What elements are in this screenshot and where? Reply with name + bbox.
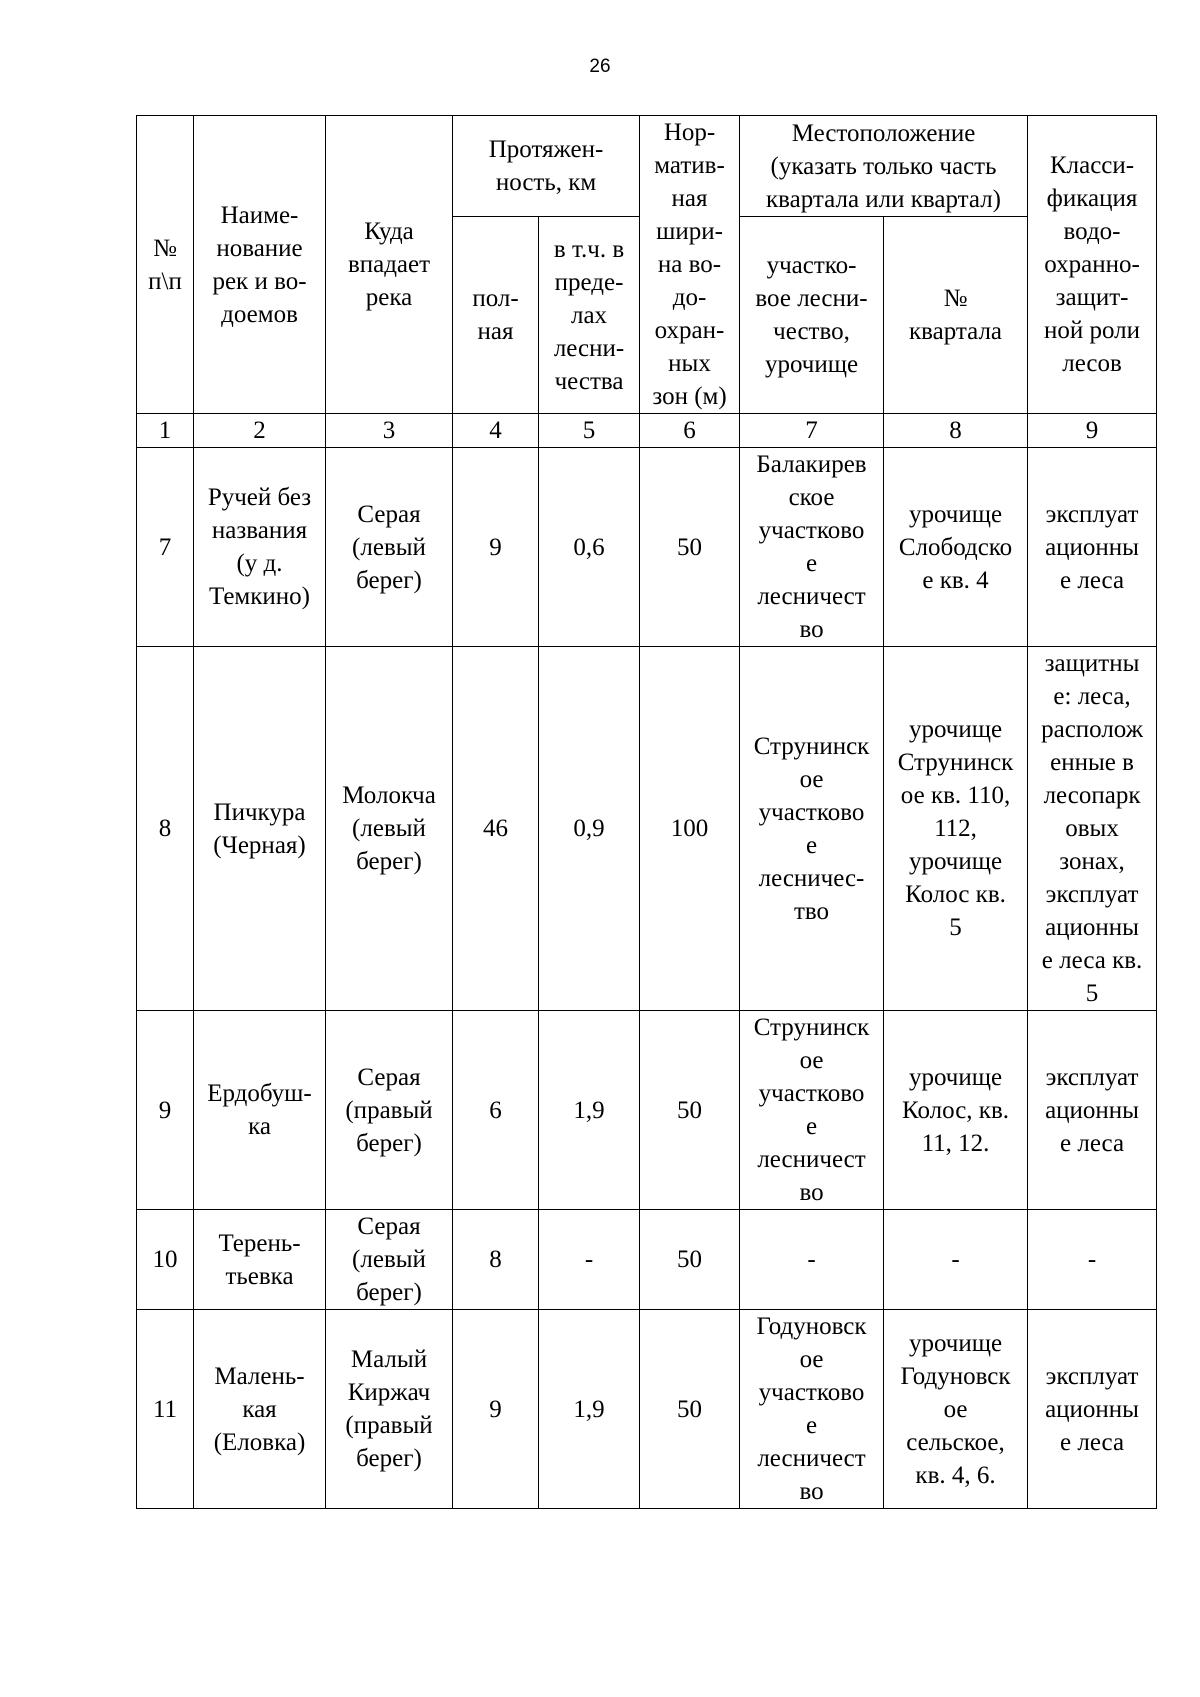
cell-flows-into: Серая (правый берег) — [326, 1011, 453, 1210]
cell-quarter: урочище Струнинск ое кв. 110, 112, урочище Колос кв. 5 — [884, 647, 1028, 1011]
cell-forestry: Годуновск ое участково е лесничест во — [740, 1310, 884, 1509]
cell-length-full: 9 — [453, 448, 539, 647]
column-number-row — [137, 414, 1157, 448]
header-num: № п\п — [137, 116, 194, 414]
column-number: 3 — [326, 414, 453, 448]
cell-name: Малень- кая (Еловка) — [194, 1310, 326, 1509]
cell-forestry: Струнинск ое участково е лесничес- тво — [740, 647, 884, 1011]
cell-flows-into: Серая (левый берег) — [326, 1210, 453, 1310]
cell-classification: эксплуат ационны е леса — [1028, 448, 1157, 647]
header-length-group: Протяжен- ность, км — [453, 116, 640, 217]
table-row — [137, 1210, 1157, 1310]
cell-length-within: 1,9 — [539, 1011, 640, 1210]
cell-length-full: 9 — [453, 1310, 539, 1509]
cell-length-full: 6 — [453, 1011, 539, 1210]
header-row-top — [137, 116, 1157, 217]
cell-zone-width: 50 — [640, 1310, 740, 1509]
header-location-quarter: № квартала — [884, 217, 1028, 414]
cell-length-within: - — [539, 1210, 640, 1310]
cell-length-within: 0,9 — [539, 647, 640, 1011]
cell-flows-into: Малый Киржач (правый берег) — [326, 1310, 453, 1509]
cell-forestry: Балакирев ское участково е лесничест во — [740, 448, 884, 647]
column-number: 2 — [194, 414, 326, 448]
header-classification: Класси- фикация водо- охранно- защит- ной роли лесов — [1028, 116, 1157, 414]
header-flows-into: Куда впадает река — [326, 116, 453, 414]
cell-length-within: 0,6 — [539, 448, 640, 647]
cell-classification: - — [1028, 1210, 1157, 1310]
header-location-forestry: участко- вое лесни- чество, урочище — [740, 217, 884, 414]
cell-length-full: 8 — [453, 1210, 539, 1310]
cell-num: 8 — [137, 647, 194, 1011]
table-row — [137, 448, 1157, 647]
cell-quarter: урочище Годуновск ое сельское, кв. 4, 6. — [884, 1310, 1028, 1509]
column-number: 5 — [539, 414, 640, 448]
cell-num: 10 — [137, 1210, 194, 1310]
header-zone-width: Нор- матив- ная шири- на во- до- охран- ных зон (м) — [640, 116, 740, 414]
cell-zone-width: 50 — [640, 1011, 740, 1210]
cell-zone-width: 100 — [640, 647, 740, 1011]
header-name: Наиме- нование рек и во- доемов — [194, 116, 326, 414]
cell-num: 11 — [137, 1310, 194, 1509]
header-length-within: в т.ч. в преде- лах лесни- чества — [539, 217, 640, 414]
cell-quarter: урочище Колос, кв. 11, 12. — [884, 1011, 1028, 1210]
cell-quarter: урочище Слободско е кв. 4 — [884, 448, 1028, 647]
table-row — [137, 647, 1157, 1011]
cell-zone-width: 50 — [640, 448, 740, 647]
column-number: 8 — [884, 414, 1028, 448]
cell-classification: защитны е: леса, располож енные в лесопарк овых зонах, эксплуат ационны е леса кв. 5 — [1028, 647, 1157, 1011]
cell-name: Пичкура (Черная) — [194, 647, 326, 1011]
cell-num: 7 — [137, 448, 194, 647]
page-number: 26 — [589, 56, 611, 77]
header-length-full: пол- ная — [453, 217, 539, 414]
cell-length-within: 1,9 — [539, 1310, 640, 1509]
cell-name: Терень- тьевка — [194, 1210, 326, 1310]
water-bodies-table — [136, 115, 1157, 1509]
cell-forestry: Струнинск ое участково е лесничест во — [740, 1011, 884, 1210]
table-row — [137, 1310, 1157, 1509]
cell-classification: эксплуат ационны е леса — [1028, 1310, 1157, 1509]
header-location-group: Местоположение (указать только часть квартала или квартал) — [740, 116, 1028, 217]
cell-classification: эксплуат ационны е леса — [1028, 1011, 1157, 1210]
cell-forestry: - — [740, 1210, 884, 1310]
cell-num: 9 — [137, 1011, 194, 1210]
column-number: 7 — [740, 414, 884, 448]
cell-zone-width: 50 — [640, 1210, 740, 1310]
cell-name: Ручей без названия (у д. Темкино) — [194, 448, 326, 647]
column-number: 6 — [640, 414, 740, 448]
cell-length-full: 46 — [453, 647, 539, 1011]
cell-name: Ердобуш- ка — [194, 1011, 326, 1210]
column-number: 1 — [137, 414, 194, 448]
table-row — [137, 1011, 1157, 1210]
cell-quarter: - — [884, 1210, 1028, 1310]
column-number: 4 — [453, 414, 539, 448]
column-number: 9 — [1028, 414, 1157, 448]
cell-flows-into: Серая (левый берег) — [326, 448, 453, 647]
cell-flows-into: Молокча (левый берег) — [326, 647, 453, 1011]
